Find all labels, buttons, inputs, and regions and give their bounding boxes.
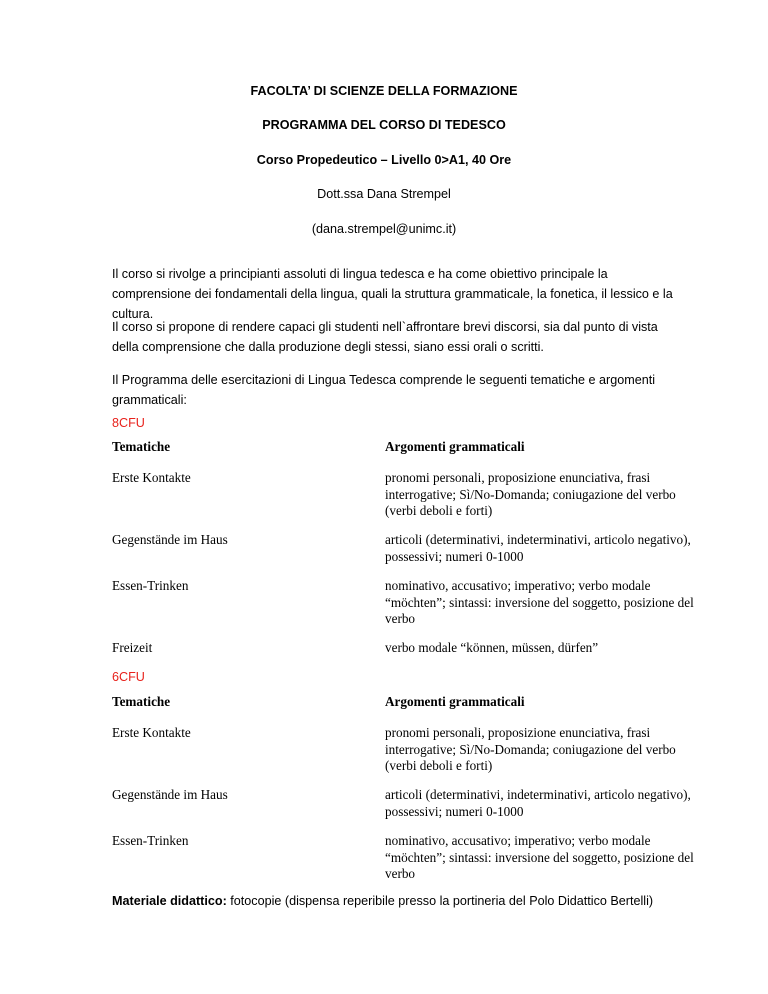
column-header-grammar: Argomenti grammaticali xyxy=(385,439,525,454)
table-row-grammar: pronomi personali, proposizione enunciativa, frasi interrogative; Sì/No-Domanda; coniugazione del verbo (verbi deboli e forti) xyxy=(385,470,676,518)
materials-line xyxy=(112,891,712,911)
table-row-grammar: nominativo, accusativo; imperativo; verbo modale “möchten”; sintassi: inversione del soggetto, posizione del verbo xyxy=(385,578,694,626)
teacher-email: (dana.strempel@unimc.it) xyxy=(311,222,457,236)
table-row-topic: Erste Kontakte xyxy=(112,725,191,740)
section-label-8cfu: 8CFU xyxy=(112,416,145,430)
column-header-topic: Tematiche xyxy=(112,694,171,709)
program-heading: PROGRAMMA DEL CORSO DI TEDESCO xyxy=(262,118,506,132)
course-heading: Corso Propedeutico – Livello 0>A1, 40 Ore xyxy=(256,153,512,167)
table-row-topic: Essen-Trinken xyxy=(112,833,189,848)
table-row-grammar: nominativo, accusativo; imperativo; verbo modale “möchten”; sintassi: inversione del soggetto, posizione del verbo xyxy=(385,833,694,881)
column-header-grammar: Argomenti grammaticali xyxy=(385,694,525,709)
section-label-6cfu: 6CFU xyxy=(112,670,145,684)
table-row-grammar: articoli (determinativi, indeterminativi, articolo negativo), possessivi; numeri 0-1000 xyxy=(385,532,691,564)
teacher-name: Dott.ssa Dana Strempel xyxy=(317,187,451,201)
intro-paragraph-3: Il Programma delle esercitazioni di Lingua Tedesca comprende le seguenti tematiche e argomenti grammaticali: xyxy=(112,373,656,407)
table-row-topic: Freizeit xyxy=(112,640,153,655)
table-row-grammar: verbo modale “können, müssen, dürfen” xyxy=(385,640,599,655)
faculty-heading: FACOLTA’ DI SCIENZE DELLA FORMAZIONE xyxy=(250,84,518,98)
intro-paragraph-1: Il corso si rivolge a principianti assoluti di lingua tedesca e ha come obiettivo principale la comprensione dei fondamentali della lingua, quali la struttura grammaticale, la fonetica, il lessico e la cultura. xyxy=(112,267,673,321)
table-row-topic: Gegenstände im Haus xyxy=(112,787,228,802)
table-row-topic: Essen-Trinken xyxy=(112,578,189,593)
table-row-grammar: articoli (determinativi, indeterminativi, articolo negativo), possessivi; numeri 0-1000 xyxy=(385,787,691,819)
table-row-topic: Gegenstände im Haus xyxy=(112,532,228,547)
intro-paragraph-2: Il corso si propone di rendere capaci gli studenti nell`affrontare brevi discorsi, sia dal punto di vista della comprensione che dalla produzione degli stessi, siano essi orali o scritti. xyxy=(112,320,658,354)
column-header-topic: Tematiche xyxy=(112,439,171,454)
table-row-topic: Erste Kontakte xyxy=(112,470,191,485)
materials-text: fotocopie (dispensa reperibile presso la portineria del Polo Didattico Bertelli) xyxy=(226,894,654,908)
materials-label: Materiale didattico: xyxy=(112,894,227,908)
table-row-grammar: pronomi personali, proposizione enunciativa, frasi interrogative; Sì/No-Domanda; coniugazione del verbo (verbi deboli e forti) xyxy=(385,725,676,773)
